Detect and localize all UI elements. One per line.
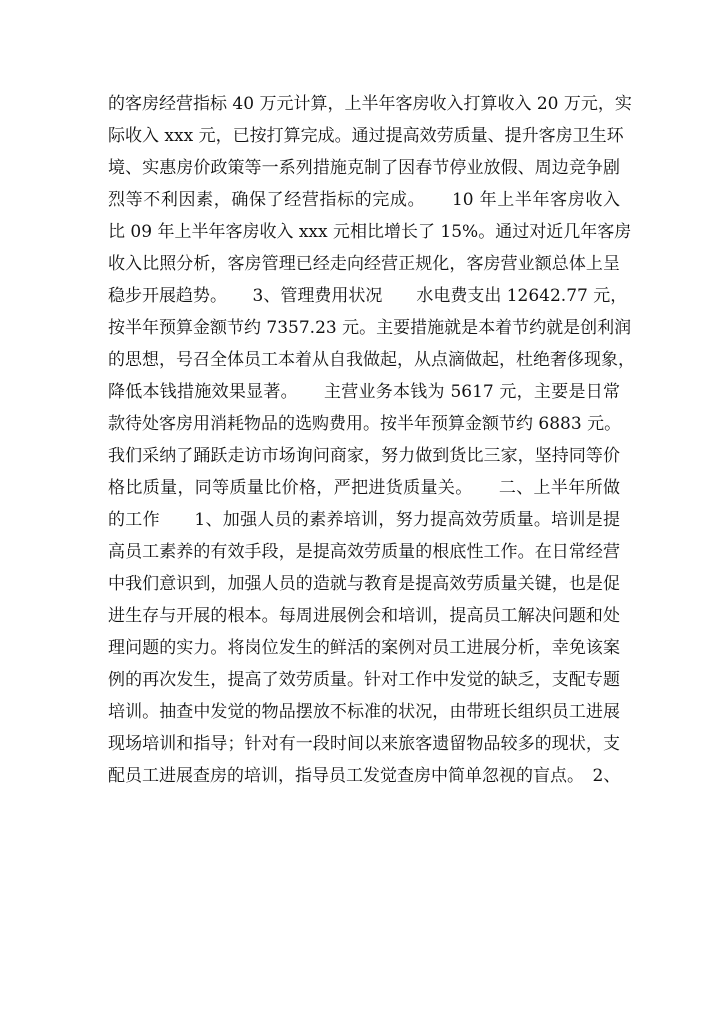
body-text xyxy=(108,88,635,792)
text-line: 培训。抽查中发觉的物品摆放不标准的状况，由带班长组织员工进展 xyxy=(108,702,620,722)
text-line: 收入比照分析，客房管理已经走向经营正规化，客房营业额总体上呈 xyxy=(108,254,620,274)
text-line: 格比质量，同等质量比价格，严把进货质量关。 二、上半年所做 xyxy=(108,478,620,498)
text-line: 比 09 年上半年客房收入 xxx 元相比增长了 15%。通过对近几年客房 xyxy=(108,222,632,242)
text-line: 款待处客房用消耗物品的选购费用。按半年预算金额节约 6883 元。 xyxy=(108,414,622,434)
text-line: 例的再次发生，提高了效劳质量。针对工作中发觉的缺乏，支配专题 xyxy=(108,670,620,690)
text-line: 的思想，号召全体员工本着从自我做起，从点滴做起，杜绝奢侈现象， xyxy=(108,350,635,370)
text-line: 的工作 1、加强人员的素养培训，努力提高效劳质量。培训是提 xyxy=(108,510,620,530)
text-line: 理问题的实力。将岗位发生的鲜活的案例对员工进展分析，幸免该案 xyxy=(108,638,620,658)
text-line: 境、实惠房价政策等一系列措施克制了因春节停业放假、周边竞争剧 xyxy=(108,158,620,178)
text-line: 高员工素养的有效手段，是提高效劳质量的根底性工作。在日常经营 xyxy=(108,542,620,562)
text-line: 配员工进展查房的培训，指导员工发觉查房中简单忽视的盲点。 2、 xyxy=(108,766,621,786)
text-line: 我们采纳了踊跃走访市场询问商家，努力做到货比三家，坚持同等价 xyxy=(108,446,620,466)
text-line: 际收入 xxx 元，已按打算完成。通过提高效劳质量、提升客房卫生环 xyxy=(108,126,624,146)
text-line: 的客房经营指标 40 万元计算，上半年客房收入打算收入 20 万元，实 xyxy=(108,94,632,114)
text-line: 按半年预算金额节约 7357.23 元。主要措施就是本着节约就是创利润 xyxy=(108,318,632,338)
text-line: 现场培训和指导；针对有一段时间以来旅客遗留物品较多的现状，支 xyxy=(108,734,620,754)
text-line: 中我们意识到，加强人员的造就与教育是提高效劳质量关键，也是促 xyxy=(108,574,620,594)
text-line: 进生存与开展的根本。每周进展例会和培训，提高员工解决问题和处 xyxy=(108,606,620,626)
text-line: 降低本钱措施效果显著。 主营业务本钱为 5617 元，主要是日常 xyxy=(108,382,620,402)
text-line: 烈等不利因素，确保了经营指标的完成。 10 年上半年客房收入 xyxy=(108,190,620,210)
text-line: 稳步开展趋势。 3、管理费用状况 水电费支出 12642.77 元， xyxy=(108,286,628,306)
